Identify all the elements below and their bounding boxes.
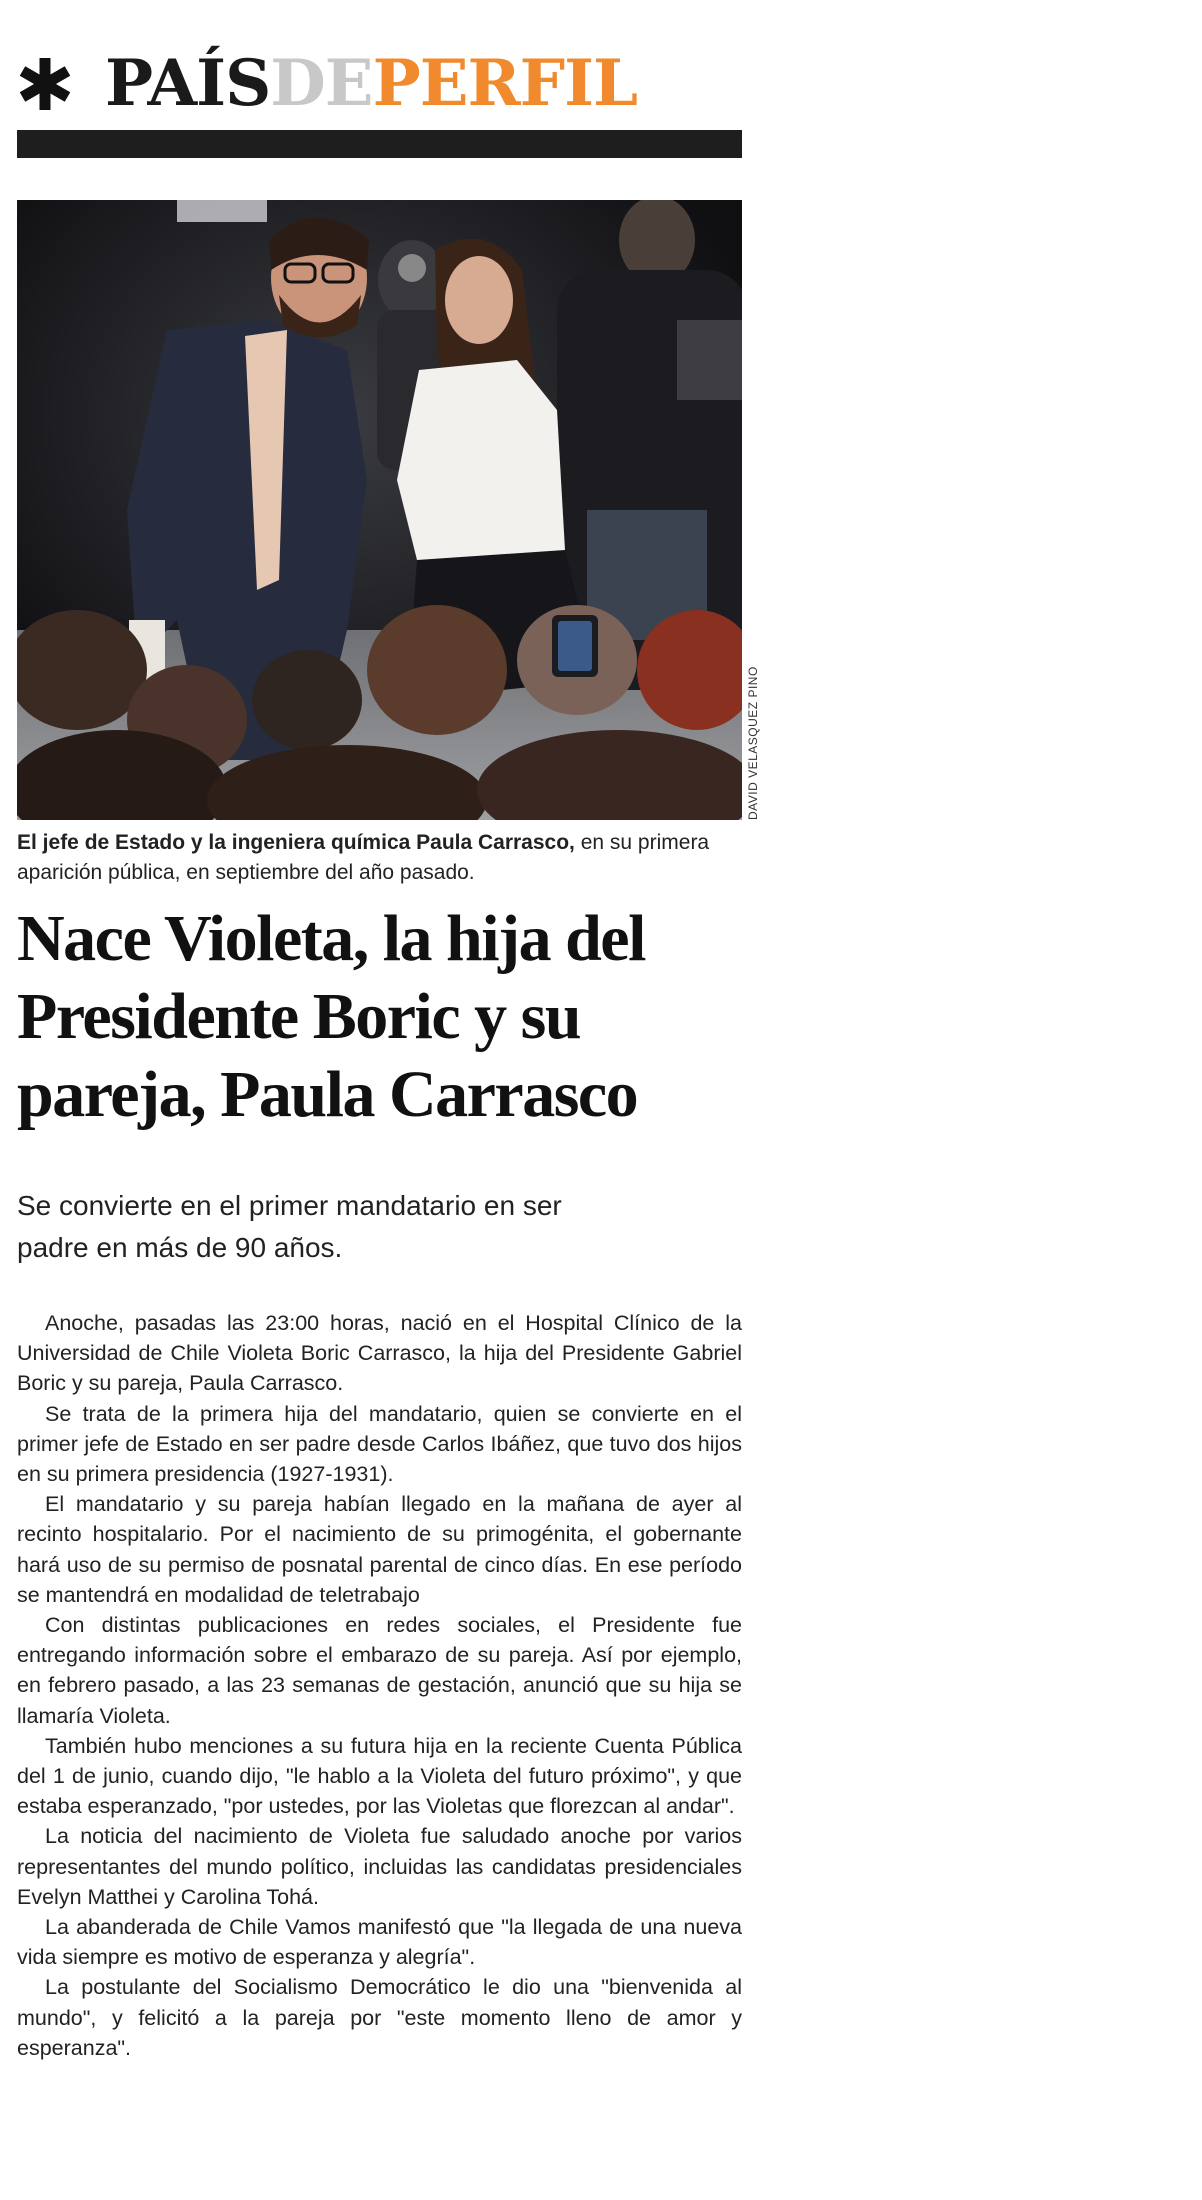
photo-credit: DAVID VELASQUEZ PINO bbox=[746, 666, 760, 820]
section-title bbox=[105, 44, 637, 124]
section-title-pais: PAÍS bbox=[105, 46, 271, 121]
article-paragraph: La abanderada de Chile Vamos manifestó que "la llegada de una nueva vida siempre es motivo de esperanza y alegría". bbox=[17, 1915, 742, 1970]
photo-caption bbox=[17, 828, 742, 888]
article-paragraph: Con distintas publicaciones en redes sociales, el Presidente fue entregando información sobre el embarazo de su pareja. Así por ejemplo, en febrero pasado, a las 23 semanas de gestación, anunció que su hija se llamaría Violeta. bbox=[17, 1613, 742, 1728]
section-masthead bbox=[17, 40, 747, 120]
masthead-rule bbox=[17, 130, 742, 158]
article-paragraph: La postulante del Socialismo Democrático le dio una "bienvenida al mundo", y felicitó a la pareja por "este momento lleno de amor y esperanza". bbox=[17, 1975, 742, 2060]
article-paragraph: También hubo menciones a su futura hija en la reciente Cuenta Pública del 1 de junio, cuando dijo, "le hablo a la Violeta del futuro próximo", y que estaba esperanzado, "por ustedes, por las Violetas que florezcan al andar". bbox=[17, 1733, 742, 1819]
article-paragraph: Anoche, pasadas las 23:00 horas, nació en el Hospital Clínico de la Universidad de Chile Violeta Boric Carrasco, la hija del Presidente Gabriel Boric y su pareja, Paula Carrasco. bbox=[17, 1311, 742, 1396]
article-paragraph: Se trata de la primera hija del mandatario, quien se convierte en el primer jefe de Estado en ser padre desde Carlos Ibáñez, que tuvo dos hijos en su primera presidencia (1927-1931). bbox=[17, 1401, 742, 1487]
article-paragraph: El mandatario y su pareja habían llegado en la mañana de ayer al recinto hospitalario. Por el nacimiento de su primogénita, el gobernante hará uso de su permiso de posnatal parental de cinco días. En ese período se mantendrá en modalidad de teletrabajo bbox=[17, 1492, 742, 1607]
article-subhead: Se convierte en el primer mandatario en ser padre en más de 90 años. bbox=[17, 1190, 562, 1263]
article-headline: Nace Violeta, la hija del Presidente Boric y su pareja, Paula Carrasco bbox=[17, 902, 645, 1131]
section-title-de: DE bbox=[270, 46, 373, 121]
article-photo bbox=[17, 200, 742, 820]
article-body bbox=[17, 1308, 742, 2063]
photo-caption-bold: El jefe de Estado y la ingeniera química Paula Carrasco, bbox=[17, 831, 575, 854]
article-paragraph: La noticia del nacimiento de Violeta fue saludado anoche por varios representantes del mundo político, incluidas las candidatas presidenciales Evelyn Matthei y Carolina Tohá. bbox=[17, 1824, 742, 1909]
asterisk-icon bbox=[17, 56, 73, 112]
section-title-perfil: PERFIL bbox=[372, 46, 638, 121]
photo-caption-rest: en su primera aparición pública, en septiembre del año pasado. bbox=[17, 831, 710, 884]
